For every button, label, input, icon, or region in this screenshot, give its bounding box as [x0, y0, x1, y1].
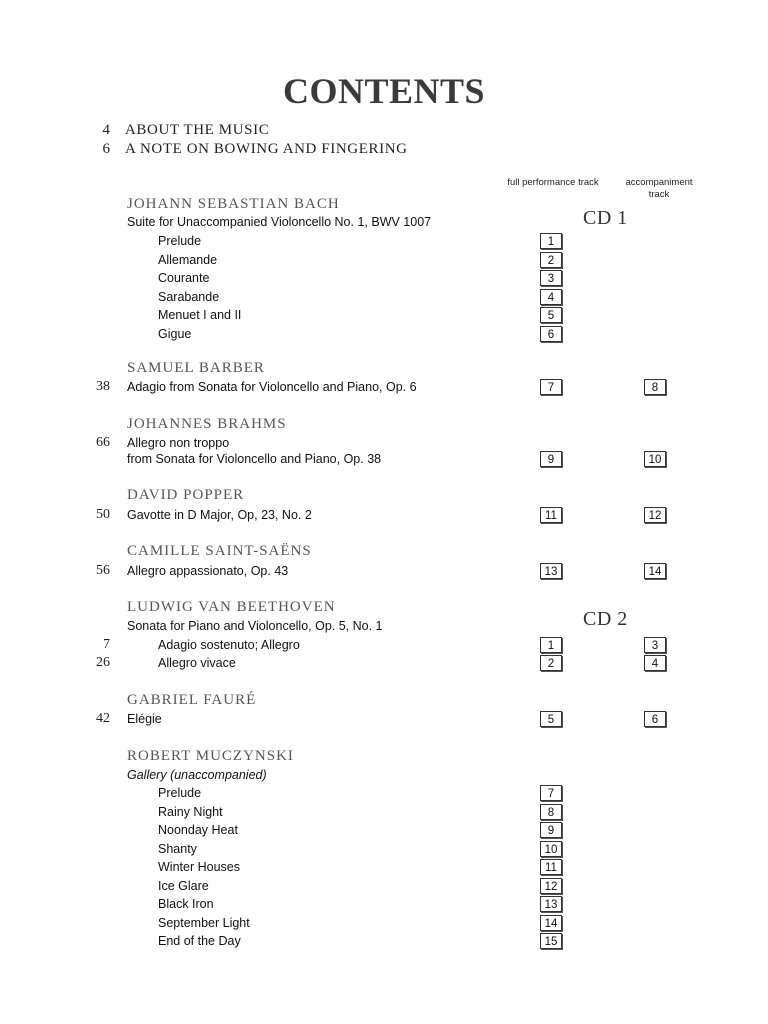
accompaniment-track-number: 3: [644, 637, 666, 653]
full-track-number: 2: [540, 655, 562, 671]
full-track-number: 15: [540, 933, 562, 949]
cd1-label: CD 1: [583, 207, 628, 229]
movement-title: Allegro vivace: [158, 656, 236, 670]
composer-muczynski: ROBERT MUCZYNSKI: [127, 748, 294, 764]
full-track-number: 11: [540, 507, 562, 523]
composer-faure: GABRIEL FAURÉ: [127, 692, 257, 708]
full-track-number: 7: [540, 379, 562, 395]
accompaniment-track-number: 12: [644, 507, 666, 523]
movement-title: Rainy Night: [158, 805, 223, 819]
full-track-number: 13: [540, 896, 562, 912]
piece-title: Sonata for Piano and Violoncello, Op. 5, No. 1: [127, 619, 383, 633]
accompaniment-track-number: 4: [644, 655, 666, 671]
movement-title: Ice Glare: [158, 879, 209, 893]
composer-barber: SAMUEL BARBER: [127, 360, 265, 376]
intro-entry-about-the-music: ABOUT THE MUSIC: [125, 122, 270, 138]
accompaniment-track-number: 8: [644, 379, 666, 395]
full-track-number: 5: [540, 307, 562, 323]
movement-title: Courante: [158, 271, 210, 285]
piece-title: Allegro non troppo: [127, 436, 230, 450]
piece-title: Gavotte in D Major, Op, 23, No. 2: [127, 508, 312, 522]
page-number: 56: [96, 563, 110, 578]
composer-saint-saens: CAMILLE SAINT-SAËNS: [127, 543, 312, 559]
full-track-number: 2: [540, 252, 562, 268]
composer-brahms: JOHANNES BRAHMS: [127, 416, 287, 432]
column-heading-full-performance: full performance track: [507, 177, 599, 188]
piece-title: Suite for Unaccompanied Violoncello No. 1, BWV 1007: [127, 215, 432, 229]
piece-title: Allegro appassionato, Op. 43: [127, 564, 289, 578]
movement-title: September Light: [158, 916, 250, 930]
movement-title: Prelude: [158, 786, 202, 800]
piece-title: Adagio from Sonata for Violoncello and Piano, Op. 6: [127, 380, 417, 394]
full-track-number: 9: [540, 822, 562, 838]
accompaniment-track-number: 6: [644, 711, 666, 727]
movement-title: Sarabande: [158, 290, 220, 304]
page-number: 50: [96, 507, 110, 522]
movement-title: Black Iron: [158, 897, 214, 911]
composer-beethoven: LUDWIG VAN BEETHOVEN: [127, 599, 336, 615]
full-track-number: 9: [540, 451, 562, 467]
full-track-number: 13: [540, 563, 562, 579]
full-track-number: 3: [540, 270, 562, 286]
intro-page-number: 6: [102, 141, 110, 157]
full-track-number: 12: [540, 878, 562, 894]
full-track-number: 1: [540, 637, 562, 653]
piece-subtitle: from Sonata for Violoncello and Piano, Op. 38: [127, 452, 382, 466]
movement-title: Prelude: [158, 234, 202, 248]
full-track-number: 7: [540, 785, 562, 801]
movement-title: Winter Houses: [158, 860, 240, 874]
full-track-number: 6: [540, 326, 562, 342]
composer-popper: DAVID POPPER: [127, 487, 245, 503]
movement-title: End of the Day: [158, 934, 241, 948]
full-track-number: 5: [540, 711, 562, 727]
intro-entry-bowing-fingering: A NOTE ON BOWING AND FINGERING: [125, 141, 408, 157]
movement-title: Menuet I and II: [158, 308, 242, 322]
full-track-number: 8: [540, 804, 562, 820]
column-heading-accompaniment: accompaniment track: [625, 177, 693, 200]
full-track-number: 11: [540, 859, 562, 875]
composer-bach: JOHANN SEBASTIAN BACH: [127, 196, 340, 212]
page-number: 7: [103, 637, 110, 652]
piece-title: Gallery (unaccompanied): [127, 768, 267, 782]
page-number: 66: [96, 435, 110, 450]
page-number: 38: [96, 379, 110, 394]
page-number: 42: [96, 711, 110, 726]
piece-title: Elégie: [127, 712, 162, 726]
accompaniment-track-number: 10: [644, 451, 666, 467]
accompaniment-track-number: 14: [644, 563, 666, 579]
movement-title: Allemande: [158, 253, 218, 267]
intro-page-number: 4: [102, 122, 110, 138]
page-number: 26: [96, 655, 110, 670]
full-track-number: 4: [540, 289, 562, 305]
page-title: CONTENTS: [282, 71, 486, 111]
full-track-number: 14: [540, 915, 562, 931]
movement-title: Gigue: [158, 327, 192, 341]
full-track-number: 10: [540, 841, 562, 857]
movement-title: Adagio sostenuto; Allegro: [158, 638, 300, 652]
cd2-label: CD 2: [583, 608, 628, 630]
movement-title: Noonday Heat: [158, 823, 238, 837]
full-track-number: 1: [540, 233, 562, 249]
movement-title: Shanty: [158, 842, 197, 856]
